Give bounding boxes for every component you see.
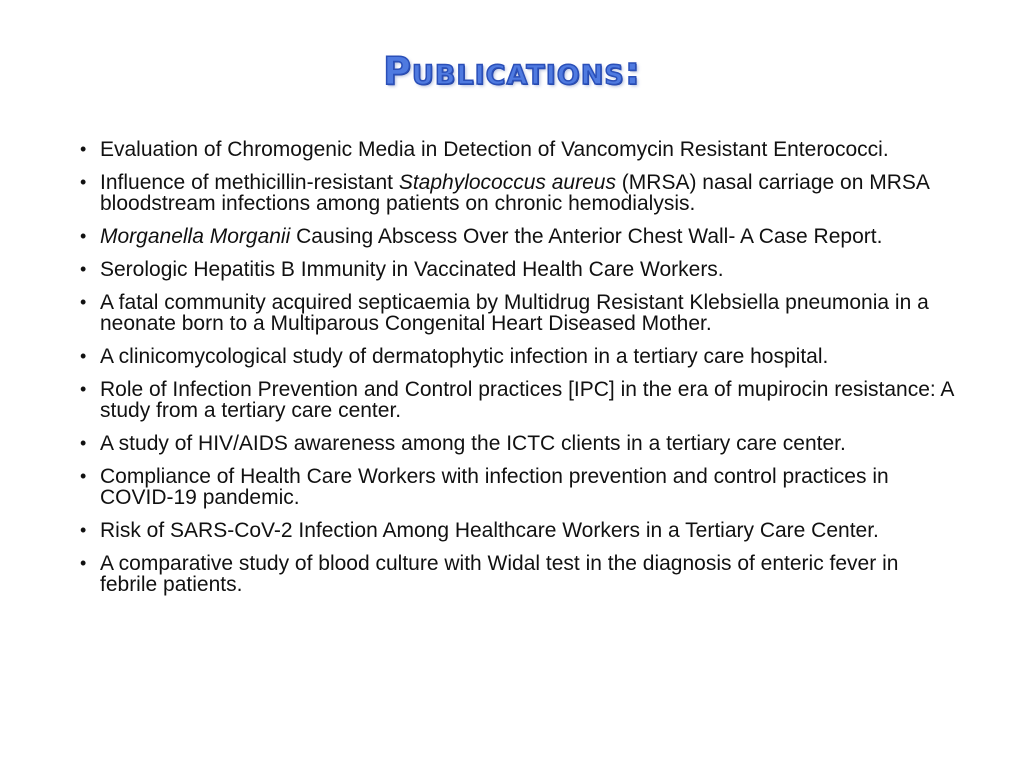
- bullet-icon: •: [80, 520, 87, 540]
- list-item: [78, 346, 958, 367]
- publication-title: [100, 171, 929, 215]
- bullet-icon: •: [80, 553, 87, 573]
- bullet-icon: •: [80, 139, 87, 159]
- list-item: [78, 553, 958, 595]
- bullet-icon: •: [80, 226, 87, 246]
- publication-title: [100, 225, 882, 248]
- list-item: [78, 292, 958, 334]
- publication-text: Causing Abscess Over the Anterior Chest Wall- A Case Report.: [290, 225, 883, 248]
- list-item: [78, 172, 958, 214]
- bullet-icon: •: [80, 292, 87, 312]
- list-item: [78, 226, 958, 247]
- bullet-icon: •: [80, 346, 87, 366]
- bullet-icon: •: [80, 379, 87, 399]
- publication-title: A fatal community acquired septicaemia by Multidrug Resistant Klebsiella pneumonia in a neonate born to a Multiparous Congenital Heart Diseased Mother.: [100, 291, 929, 335]
- page-title: Publications:: [383, 49, 641, 93]
- bullet-icon: •: [80, 259, 87, 279]
- list-item: [78, 433, 958, 454]
- species-name: Staphylococcus aureus: [398, 171, 616, 194]
- publication-list: [78, 139, 958, 607]
- bullet-icon: •: [80, 172, 87, 192]
- publication-title: Risk of SARS-CoV-2 Infection Among Healthcare Workers in a Tertiary Care Center.: [100, 519, 879, 542]
- publication-title: A clinicomycological study of dermatophytic infection in a tertiary care hospital.: [100, 345, 829, 368]
- list-item: [78, 259, 958, 280]
- publication-title: Evaluation of Chromogenic Media in Detection of Vancomycin Resistant Enterococci.: [100, 138, 889, 161]
- list-item: [78, 379, 958, 421]
- bullet-icon: •: [80, 433, 87, 453]
- publication-title: A comparative study of blood culture with Widal test in the diagnosis of enteric fever in febrile patients.: [100, 552, 899, 596]
- list-item: [78, 466, 958, 508]
- publication-title: Serologic Hepatitis B Immunity in Vaccinated Health Care Workers.: [100, 258, 724, 281]
- publication-text: Influence of methicillin-resistant: [100, 171, 399, 194]
- species-name: Morganella Morganii: [100, 225, 291, 248]
- list-item: [78, 139, 958, 160]
- publication-title: Compliance of Health Care Workers with infection prevention and control practices in COVID-19 pandemic.: [100, 465, 889, 509]
- publication-title: A study of HIV/AIDS awareness among the ICTC clients in a tertiary care center.: [100, 432, 846, 455]
- bullet-icon: •: [80, 466, 87, 486]
- list-item: [78, 520, 958, 541]
- publication-text: (MRSA) nasal carriage on MRSA bloodstream infections among patients on chronic hemodialysis.: [100, 171, 929, 215]
- publication-title: Role of Infection Prevention and Control practices [IPC] in the era of mupirocin resistance: A study from a tertiary care center.: [100, 378, 954, 422]
